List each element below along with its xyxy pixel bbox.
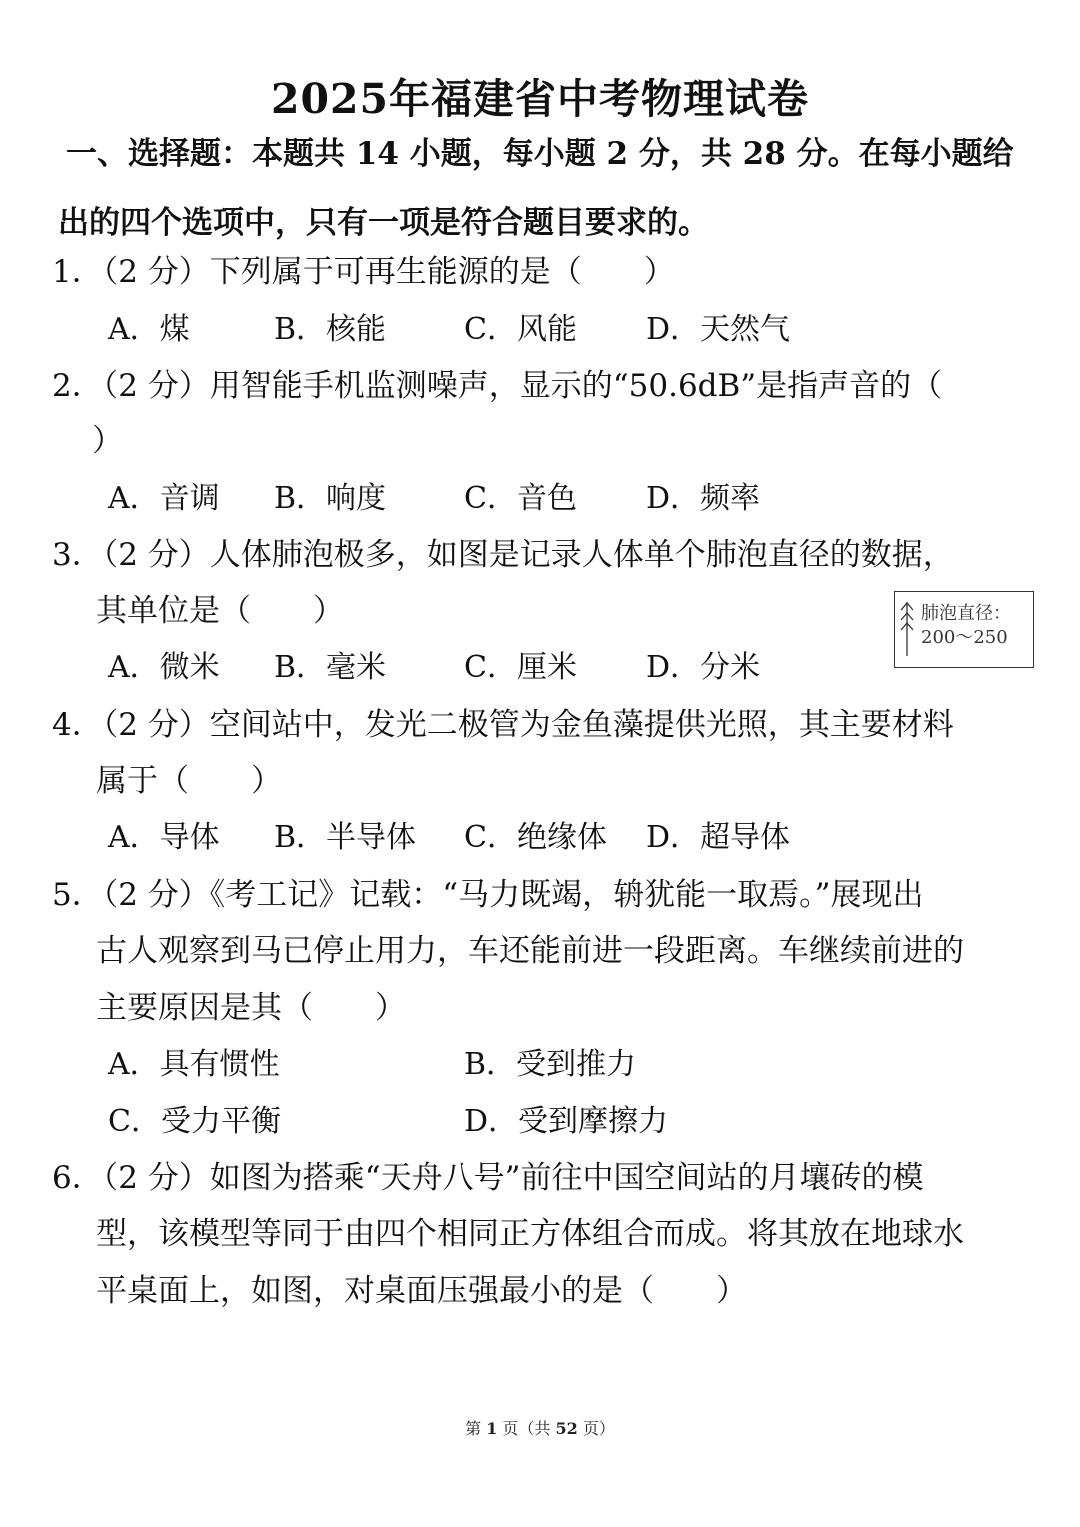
question-4-option-a: A．导体	[108, 820, 220, 855]
question-4-stem-cont: 属于（ ）	[96, 763, 282, 799]
question-3-stem-cont: 其单位是（ ）	[96, 593, 344, 629]
question-1-option-d: D．天然气	[646, 312, 791, 347]
footer-total-pages: 52	[555, 1419, 578, 1438]
question-5-stem-cont-1: 古人观察到马已停止用力，车还能前进一段距离。车继续前进的	[96, 933, 964, 969]
alveolus-diameter-label	[921, 602, 1011, 650]
question-3-option-c: C．厘米	[464, 650, 577, 685]
question-2-option-b: B．响度	[274, 481, 387, 516]
alveolus-label-line-1: 肺泡直径：	[921, 603, 1011, 624]
question-1-option-a: A．煤	[108, 312, 190, 347]
page-footer	[0, 1416, 1080, 1439]
question-1-option-c: C．风能	[464, 312, 577, 347]
section-heading-line-2: 出的四个选项中，只有一项是符合题目要求的。	[58, 205, 709, 241]
question-3-stem: 3．（2 分）人体肺泡极多，如图是记录人体单个肺泡直径的数据，	[52, 537, 954, 573]
question-2-option-d: D．频率	[646, 481, 761, 516]
question-5-option-c: C．受力平衡	[108, 1104, 281, 1139]
footer-prefix: 第	[465, 1419, 482, 1438]
question-5-option-a: A．具有惯性	[108, 1047, 280, 1082]
section-heading	[58, 128, 1026, 242]
footer-mid: 页（共	[502, 1419, 551, 1438]
leaf-sketch-icon	[895, 598, 919, 658]
question-2-stem: 2．（2 分）用智能手机监测噪声，显示的“50.6dB”是指声音的（	[52, 368, 943, 404]
question-4-option-b: B．半导体	[274, 820, 417, 855]
question-5-stem-cont-2: 主要原因是其（ ）	[96, 990, 406, 1026]
exam-title: 2025年福建省中考物理试卷	[270, 75, 810, 123]
question-5-option-b: B．受到推力	[464, 1047, 637, 1082]
question-1-stem: 1．（2 分）下列属于可再生能源的是（ ）	[52, 254, 675, 290]
question-4-option-d: D．超导体	[646, 820, 791, 855]
question-5-stem: 5．（2 分）《考工记》记载：“马力既竭，辀犹能一取焉。”展现出	[52, 877, 924, 913]
footer-suffix: 页）	[582, 1419, 615, 1438]
alveolus-diameter-record-figure	[894, 591, 1034, 668]
question-6-stem: 6．（2 分）如图为搭乘“天舟八号”前往中国空间站的月壤砖的模	[52, 1160, 924, 1196]
question-2-option-c: C．音色	[464, 481, 577, 516]
question-3-option-b: B．毫米	[274, 650, 387, 685]
question-1-option-b: B．核能	[274, 312, 387, 347]
section-heading-line-1: 一、选择题：本题共 14 小题，每小题 2 分，共 28 分。在每小题给	[66, 136, 1014, 172]
question-6-stem-cont-1: 型，该模型等同于由四个相同正方体组合而成。将其放在地球水	[96, 1216, 964, 1252]
question-2-stem-cont: ）	[92, 423, 123, 459]
question-3-option-a: A．微米	[108, 650, 220, 685]
footer-page-number: 1	[486, 1419, 498, 1438]
question-6-stem-cont-2: 平桌面上，如图，对桌面压强最小的是（ ）	[96, 1273, 747, 1309]
question-4-stem: 4．（2 分）空间站中，发光二极管为金鱼藻提供光照，其主要材料	[52, 707, 954, 743]
question-2-option-a: A．音调	[108, 481, 220, 516]
alveolus-label-line-2: 200～250	[921, 627, 1008, 648]
question-5-option-d: D．受到摩擦力	[464, 1104, 669, 1139]
question-3-option-d: D．分米	[646, 650, 761, 685]
question-4-option-c: C．绝缘体	[464, 820, 607, 855]
